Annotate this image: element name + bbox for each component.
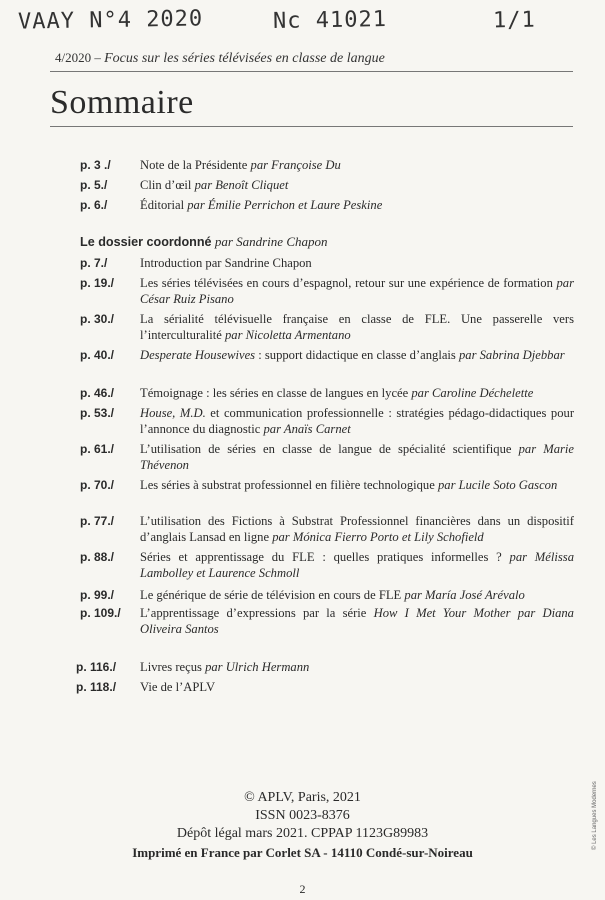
page-number-ref: p. 30./: [80, 312, 115, 326]
dossier-author: par Sandrine Chapon: [214, 234, 328, 249]
entry-title: Vie de l’APLV: [140, 680, 216, 694]
entry-title: Les séries à substrat professionnel en filière technologique: [140, 478, 435, 492]
issn-line: ISSN 0023-8376: [255, 808, 350, 823]
entry-author: par Diana Oliveira Santos: [140, 606, 574, 636]
page-number-ref: p. 19./: [80, 276, 115, 290]
page-number-ref: p. 99./: [80, 588, 115, 602]
page-number-ref: p. 5./: [80, 178, 108, 192]
page-number-ref: p. 40./: [80, 348, 115, 362]
series-title: Desperate Housewives: [140, 348, 256, 362]
printer-line: Imprimé en France par Corlet SA - 14110 Condé-sur-Noireau: [132, 845, 473, 860]
entry-title: Le générique de série de télévision en cours de FLE: [140, 588, 402, 602]
entry-author: par Mélissa Lambolley et Laurence Schmoll: [140, 550, 574, 580]
entry-author: par Nicoletta Armentano: [224, 328, 351, 342]
entry-author: par Sabrina Djebbar: [458, 348, 565, 362]
entry-title: Éditorial: [140, 198, 185, 212]
entry-author: par Lucile Soto Gascon: [437, 478, 558, 492]
entry-title: Note de la Présidente: [140, 158, 248, 172]
entry-title: Livres reçus: [140, 660, 202, 674]
entry-author: par Émilie Perrichon et Laure Peskine: [187, 198, 383, 212]
page-number-ref: p. 46./: [80, 386, 115, 400]
entry-title: Clin d’œil: [140, 178, 192, 192]
header-separator: –: [91, 50, 105, 65]
page-number-ref: p. 6./: [80, 198, 108, 212]
page-number-ref: p. 3 ./: [80, 158, 111, 172]
page-number-ref: p. 118./: [76, 680, 117, 694]
page-number-ref: p. 70./: [80, 478, 115, 492]
page-number-ref: p. 7./: [80, 256, 108, 270]
series-title: How I Met Your Mother: [373, 606, 511, 620]
entry-title: L’utilisation de séries en classe de langue de spécialité scientifique: [140, 442, 512, 456]
entry-author: par Françoise Du: [250, 158, 341, 172]
entry-author: par Ulrich Hermann: [205, 660, 310, 674]
entry-author: par Anaïs Carnet: [263, 422, 351, 436]
entry-author: par Benoît Cliquet: [194, 178, 289, 192]
entry-title: Séries et apprentissage du FLE : quelles pratiques informelles ?: [140, 550, 502, 564]
entry-title: et communication professionnelle : stratégies pédago-didactiques pour l’annonce du diagnostic: [140, 406, 575, 436]
entry-title: : support didactique en classe d’anglais: [255, 348, 456, 362]
issue-number: 4/2020: [55, 50, 92, 65]
series-title: House, M.D.: [140, 406, 206, 420]
running-header: [55, 50, 385, 67]
page-number-ref: p. 77./: [80, 514, 115, 528]
entry-author: par César Ruiz Pisano: [140, 276, 574, 306]
page-number: 2: [299, 882, 306, 896]
page-number-ref: p. 53./: [80, 406, 115, 420]
entry-author: par Marie Thévenon: [140, 442, 574, 472]
entry-title: L’utilisation des Fictions à Substrat Professionnel financières dans un dispositif d’anglais Lansad en ligne: [140, 514, 574, 544]
handwritten-part-3: 1/1: [492, 7, 536, 34]
page-number-ref: p. 116./: [76, 660, 117, 674]
entry-title: La sérialité télévisuelle française en classe de FLE. Une passerelle vers l’interculturalité: [140, 312, 574, 342]
page-number-ref: p. 61./: [80, 442, 115, 456]
legal-deposit-line: Dépôt légal mars 2021. CPPAP 1123G89983: [176, 826, 429, 841]
dossier-label: Le dossier coordonné: [80, 235, 212, 249]
handwritten-part-1: VAAY N°4 2020: [17, 6, 204, 35]
page-title: Sommaire: [50, 84, 194, 121]
entry-title: L’apprentissage d’expressions par la série: [140, 606, 374, 620]
page-number-ref: p. 88./: [80, 550, 115, 564]
entry-title: Introduction par Sandrine Chapon: [140, 256, 312, 270]
header-rule: [50, 71, 573, 72]
entry-title: Les séries télévisées en cours d’espagnol, retour sur une expérience de formation: [140, 276, 553, 290]
handwritten-annotation: [18, 8, 578, 48]
journal-title: Focus sur les séries télévisées en classe de langue: [104, 51, 385, 66]
entry-author: par María José Arévalo: [404, 588, 525, 602]
dossier-heading: [80, 234, 327, 250]
handwritten-part-2: Nc 41021: [272, 7, 388, 34]
entry-title: Témoignage : les séries en classe de langues en lycée: [140, 386, 409, 400]
title-rule: [50, 126, 573, 127]
page-number-ref: p. 109./: [80, 606, 121, 620]
side-watermark: © Les Langues Modernes: [592, 781, 598, 850]
copyright-line: © APLV, Paris, 2021: [244, 790, 361, 805]
entry-author: par Mónica Fierro Porto et Lily Schofield: [272, 530, 484, 544]
entry-author: par Caroline Déchelette: [411, 386, 534, 400]
